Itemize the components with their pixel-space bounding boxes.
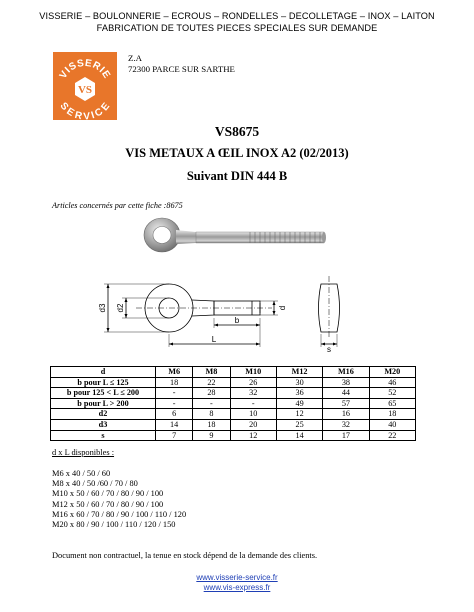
list-item: M8 x 40 / 50 /60 / 70 / 80 [52,479,138,489]
table-cell: 65 [369,398,415,409]
technical-drawing [96,272,366,354]
disclaimer-text: Document non contractuel, la tenue en stock dépend de la demande des clients. [52,551,318,560]
row-label: d3 [51,419,156,430]
table-row [51,430,416,441]
table-cell: 16 [323,409,369,420]
row-label: s [51,430,156,441]
table-cell: 30 [276,377,322,388]
table-cell: 49 [276,398,322,409]
table-row [51,419,416,430]
dim-label-s: s [327,345,331,354]
link-vis-express[interactable]: www.vis-express.fr [203,583,271,592]
table-cell: 57 [323,398,369,409]
table-cell: - [230,398,276,409]
table-cell: 12 [276,409,322,420]
table-cell: 14 [156,419,193,430]
table-header-cell: d [51,367,156,378]
table-cell: 8 [193,409,230,420]
table-cell: 10 [230,409,276,420]
footer-links [0,573,474,593]
company-address [128,53,235,75]
table-cell: 22 [369,430,415,441]
table-header-cell: M12 [276,367,322,378]
row-label: b pour L > 200 [51,398,156,409]
table-cell: 18 [156,377,193,388]
dim-label-d3: d3 [98,303,107,313]
row-label: d2 [51,409,156,420]
table-row [51,409,416,420]
table-cell: 26 [230,377,276,388]
svg-text:SERVICE: SERVICE [57,100,113,120]
table-cell: 52 [369,388,415,399]
table-header-cell: M8 [193,367,230,378]
table-cell: - [193,398,230,409]
link-visserie-service[interactable]: www.visserie-service.fr [196,573,278,582]
table-row [51,398,416,409]
table-cell: 38 [323,377,369,388]
table-header-cell: M10 [230,367,276,378]
dim-label-L: L [211,335,217,344]
table-cell: 32 [323,419,369,430]
table-cell: 14 [276,430,322,441]
address-line-2: 72300 PARCE SUR SARTHE [128,64,235,74]
table-header-cell: M20 [369,367,415,378]
product-name: VIS METAUX A ŒIL INOX A2 (02/2013) [125,146,349,160]
dim-label-d: d [278,305,287,311]
table-cell: 22 [193,377,230,388]
list-item: M10 x 50 / 60 / 70 / 80 / 90 / 100 [52,489,164,499]
table-cell: 25 [276,419,322,430]
availability-list [52,469,186,530]
header-line-1: VISSERIE – BOULONNERIE – ECROUS – RONDELLES – DECOLLETAGE – INOX – LAITON [39,11,435,21]
dimensions-table [50,366,416,441]
header-line-2: FABRICATION DE TOUTES PIECES SPECIALES SUR DEMANDE [96,23,378,33]
list-item: M20 x 80 / 90 / 100 / 110 / 120 / 150 [52,520,176,530]
table-cell: 36 [276,388,322,399]
table-cell: 7 [156,430,193,441]
table-cell: 17 [323,430,369,441]
table-cell: 40 [369,419,415,430]
table-cell: 12 [230,430,276,441]
table-cell: 18 [193,419,230,430]
table-cell: 28 [193,388,230,399]
table-header-row [51,367,416,378]
table-cell: - [156,398,193,409]
svg-text:VISSERIE: VISSERIE [57,57,113,81]
table-cell: 46 [369,377,415,388]
address-line-1: Z.A [128,53,142,63]
table-cell: 32 [230,388,276,399]
row-label: b pour 125 < L ≤ 200 [51,388,156,399]
product-code: VS8675 [214,124,260,139]
articles-note: Articles concernés par cette fiche :8675 [52,201,183,210]
dim-label-d2: d2 [116,303,125,313]
table-cell: 20 [230,419,276,430]
svg-text:VS: VS [77,84,93,96]
list-item: M6 x 40 / 50 / 60 [52,469,111,478]
table-row [51,388,416,399]
eye-bolt-photo [140,210,330,266]
table-cell: 18 [369,409,415,420]
visserie-service-logo [53,52,117,120]
list-item: M16 x 60 / 70 / 80 / 90 / 100 / 110 / 120 [52,509,187,519]
table-row [51,377,416,388]
table-cell: 6 [156,409,193,420]
table-cell: - [156,388,193,399]
row-label: b pour L ≤ 125 [51,377,156,388]
table-cell: 9 [193,430,230,441]
product-standard: Suivant DIN 444 B [186,169,288,183]
availability-title: d x L disponibles : [52,448,115,457]
table-header-cell: M6 [156,367,193,378]
list-item: M12 x 50 / 60 / 70 / 80 / 90 / 100 [52,499,164,509]
table-cell: 44 [323,388,369,399]
table-header-cell: M16 [323,367,369,378]
dim-label-b: b [234,316,240,325]
